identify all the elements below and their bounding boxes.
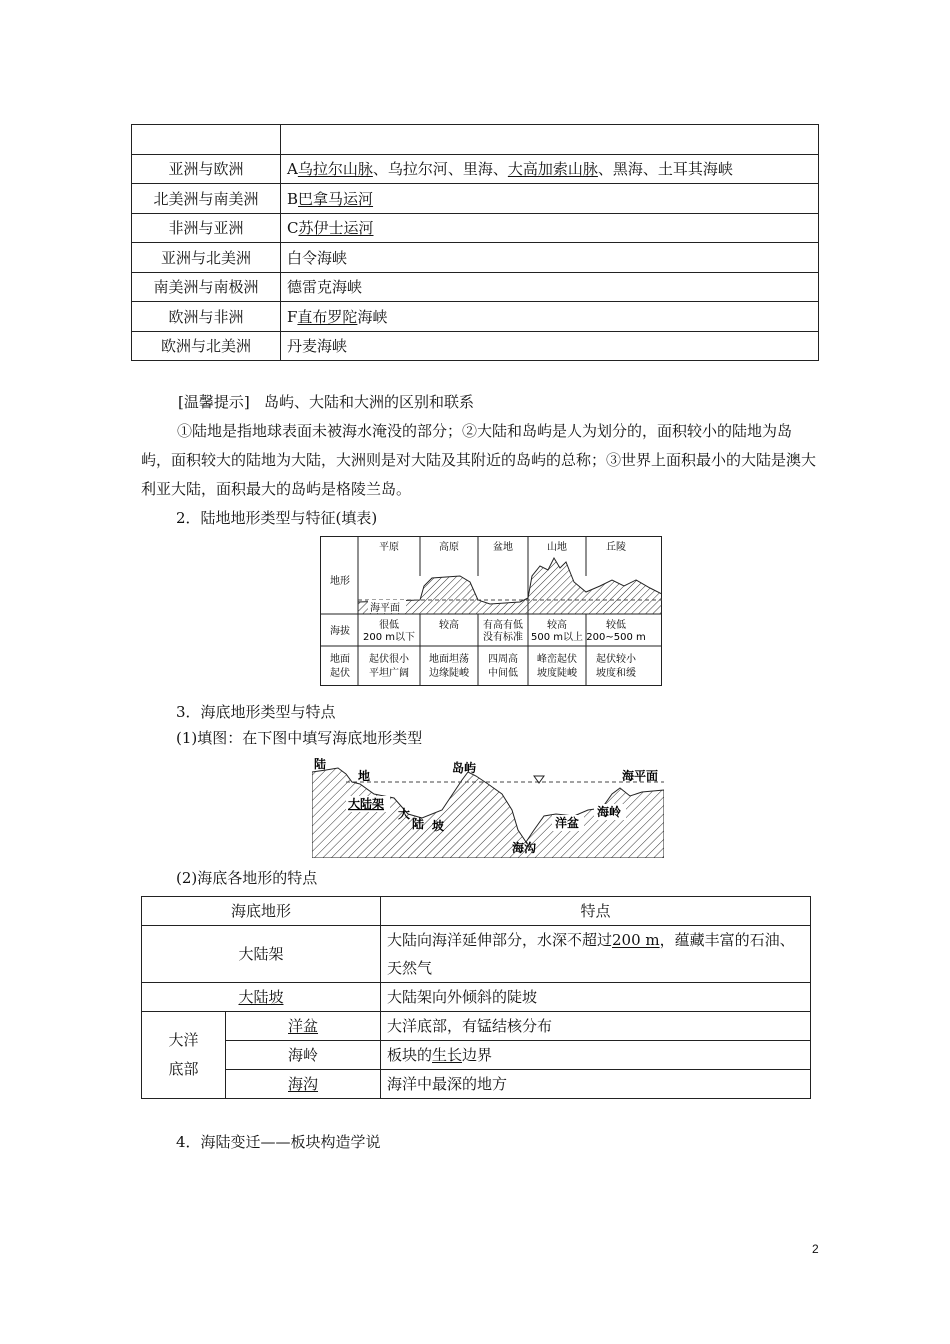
landform-relief: 坡度陡峻 [537, 668, 577, 679]
region-cell: 亚洲与北美洲 [132, 243, 281, 273]
label-trench: 海沟 [512, 841, 537, 855]
header-cell: 特点 [381, 897, 811, 926]
name-underlined: 大陆坡 [238, 988, 284, 1006]
table-row [132, 302, 819, 332]
landform-name: 盆地 [493, 542, 513, 553]
landform-name: 高原 [439, 542, 459, 553]
label-continental-shelf: 大陆架 [348, 797, 385, 811]
table-row [132, 184, 819, 214]
region-cell: 欧洲与北美洲 [132, 331, 281, 361]
table-row [132, 213, 819, 243]
label-slope: 陆 [412, 817, 425, 831]
boundary-cell [281, 272, 819, 302]
table-header-row [132, 125, 819, 155]
cell-desc: 海洋中最深的地方 [381, 1070, 811, 1099]
header-cell [132, 125, 281, 155]
table-row [132, 154, 819, 184]
landform-altitude: 较低 [606, 620, 626, 631]
label-slope: 大 [398, 807, 411, 821]
region-cell: 欧洲与非洲 [132, 302, 281, 332]
boundary-answer: 直布罗陀 [297, 307, 358, 326]
name-underlined: 洋盆 [288, 1017, 319, 1035]
boundary-text: 白令海峡 [287, 248, 348, 267]
page-number: 2 [812, 1242, 819, 1256]
desc-text: 大陆向海洋延伸部分，水深不超过 [387, 931, 613, 949]
boundary-text: 、乌拉尔河、里海、 [372, 160, 508, 179]
landform-altitude: 很低 [379, 620, 399, 631]
table-row [132, 243, 819, 273]
landform-table-figure [320, 536, 662, 686]
row-label-relief: 起伏 [330, 668, 350, 679]
table-body [132, 154, 819, 361]
row-label-altitude: 海拔 [330, 626, 350, 637]
seafloor-feature-table [141, 896, 811, 1099]
label-sea-level: 海平面 [622, 769, 659, 783]
landform-relief: 平坦广阔 [369, 668, 409, 679]
landform-relief: 起伏很小 [369, 654, 409, 665]
continent-boundary-table [131, 124, 819, 361]
cell-name [226, 1070, 381, 1099]
table-row [142, 983, 811, 1012]
boundary-text: 海峡 [357, 307, 388, 326]
table-row [132, 331, 819, 361]
landform-relief: 坡度和缓 [596, 668, 636, 679]
cell-desc [381, 926, 811, 983]
group-label: 大洋底部 [168, 1031, 199, 1078]
section-3-sub2: (2)海底各地形的特点 [176, 869, 318, 887]
cell-name: 海岭 [226, 1041, 381, 1070]
label-land: 地 [358, 769, 371, 783]
label-ridge: 海岭 [597, 805, 622, 819]
landform-altitude: 没有标准 [483, 632, 523, 643]
row-prefix: B [287, 189, 299, 208]
boundary-cell [281, 213, 819, 243]
table-row [142, 1012, 811, 1041]
landform-altitude: 较高 [547, 620, 567, 631]
cell-desc: 大洋底部，有锰结核分布 [381, 1012, 811, 1041]
landform-relief: 中间低 [488, 668, 518, 679]
boundary-answer: 大高加索山脉 [507, 160, 598, 179]
region-cell: 南美洲与南极洲 [132, 272, 281, 302]
landform-relief: 峰峦起伏 [537, 654, 577, 665]
header-cell [281, 125, 819, 155]
landform-name: 丘陵 [606, 542, 626, 553]
boundary-text: 丹麦海峡 [287, 337, 348, 356]
desc-text: 板块的 [387, 1046, 433, 1064]
landform-name: 平原 [379, 542, 399, 553]
region-cell: 亚洲与欧洲 [132, 154, 281, 184]
desc-text: 边界 [462, 1046, 493, 1064]
boundary-text: 德雷克海峡 [287, 278, 363, 297]
seafloor-figure [312, 758, 664, 858]
table-header-row [142, 897, 811, 926]
region-cell: 北美洲与南美洲 [132, 184, 281, 214]
desc-underlined: 200 m [612, 931, 660, 949]
row-label-relief: 地面 [330, 654, 350, 665]
row-prefix: F [287, 307, 298, 326]
landform-altitude: 200~500 m [586, 632, 646, 643]
landform-altitude: 200 m以下 [362, 632, 416, 643]
label-ocean-basin: 洋盆 [555, 816, 580, 830]
sea-level-label: 海平面 [370, 603, 400, 614]
name-underlined: 海沟 [288, 1075, 319, 1093]
desc-underlined: 生长 [432, 1046, 463, 1064]
cell-desc: 大陆架向外倾斜的陡坡 [381, 983, 811, 1012]
tip-title: 岛屿、大陆和大洲的区别和联系 [264, 393, 475, 411]
landform-relief: 起伏较小 [596, 654, 636, 665]
section-2-title: 2．陆地地形类型与特征(填表) [176, 509, 378, 527]
boundary-answer: 巴拿马运河 [298, 189, 374, 208]
landform-name: 山地 [547, 542, 567, 553]
cell-desc [381, 1041, 811, 1070]
landform-relief: 四周高 [488, 654, 518, 665]
table-row [132, 272, 819, 302]
boundary-cell [281, 154, 819, 184]
landform-altitude: 较高 [439, 620, 459, 631]
section-3-title: 3．海底地形类型与特点 [176, 703, 336, 721]
boundary-cell [281, 243, 819, 273]
tip-label: [温馨提示] [178, 393, 250, 411]
landform-altitude: 500 m以上 [530, 632, 584, 643]
cell-name [142, 983, 381, 1012]
boundary-text: 、黑海、土耳其海峡 [597, 160, 733, 179]
section-3-sub1: (1)填图：在下图中填写海底地形类型 [176, 729, 423, 747]
boundary-cell [281, 331, 819, 361]
landform-relief: 地面坦荡 [429, 654, 469, 665]
tip-body: ①陆地是指地球表面未被海水淹没的部分；②大陆和岛屿是人为划分的，面积较小的陆地为岛屿，面积较大的陆地为大陆，大洲则是对大陆及其附近的岛屿的总称；③世界上面积最小的大陆是澳大利亚大陆，面积最大的岛屿是格陵兰岛。 [141, 422, 817, 498]
table-row [142, 1070, 811, 1099]
label-slope: 坡 [432, 819, 445, 833]
tip-heading [178, 388, 818, 417]
section-4-title: 4．海陆变迁——板块构造学说 [176, 1133, 381, 1151]
desc-text: ，蕴藏丰富的石油、天然气 [387, 931, 795, 977]
landform-altitude: 有高有低 [483, 620, 523, 631]
region-cell: 非洲与亚洲 [132, 213, 281, 243]
table-row [142, 1041, 811, 1070]
label-island: 岛屿 [452, 761, 477, 775]
header-cell: 海底地形 [142, 897, 381, 926]
table-row [142, 926, 811, 983]
landform-relief: 边缘陡峻 [429, 668, 469, 679]
boundary-cell [281, 184, 819, 214]
row-prefix: C [287, 219, 299, 238]
cell-name: 大陆架 [142, 926, 381, 983]
boundary-answer: 苏伊士运河 [298, 219, 374, 238]
cell-name [226, 1012, 381, 1041]
label-land: 陆 [314, 758, 327, 771]
cell-group [142, 1012, 226, 1099]
row-label-shape: 地形 [330, 576, 350, 587]
boundary-answer: 乌拉尔山脉 [297, 160, 373, 179]
boundary-cell [281, 302, 819, 332]
row-prefix: A [287, 160, 298, 179]
